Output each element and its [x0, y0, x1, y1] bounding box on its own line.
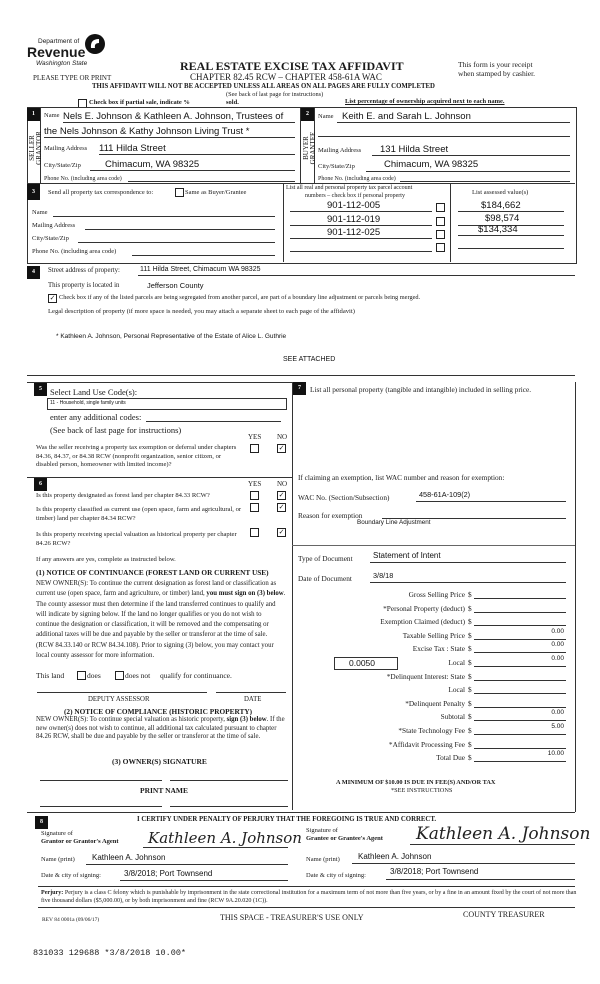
buyer-side-label: BUYER GRANTEE — [302, 131, 317, 165]
compliance-title: (2) NOTICE OF COMPLIANCE (HISTORIC PROPERTY) — [64, 707, 253, 716]
grantee-sig-label: Signature of — [306, 827, 338, 834]
fee-label: Excise Tax : State — [412, 644, 465, 654]
current-use-question: Is this property classified as current use (open space, farm and agricultural, or timber) land per chapter 84.34 RCW? — [36, 506, 242, 522]
grantee-agent-label: Grantee or Grantee's Agent — [306, 835, 383, 842]
partial-label: Check box if partial sale, indicate % — [89, 99, 190, 106]
personal-property-checkbox[interactable] — [436, 230, 445, 239]
claim-exemption-label: If claiming an exemption, list WAC number and reason for exemption: — [298, 473, 505, 482]
corr-mail-label: Mailing Address — [32, 222, 76, 229]
segregated-checkbox[interactable]: ✓ — [49, 294, 56, 302]
reason-label: Reason for exemption — [298, 511, 363, 520]
seller-name-1[interactable]: Nels E. Johnson & Kathleen A. Johnson, Trustees of — [63, 111, 284, 122]
buyer-mail-label: Mailing Address — [318, 147, 362, 154]
fee-value[interactable]: 0.00 — [551, 641, 564, 649]
logo-top: Department of — [38, 38, 80, 45]
fee-label: Local — [448, 658, 465, 667]
fee-label: Gross Selling Price — [408, 590, 465, 599]
current-use-yes-checkbox[interactable] — [250, 503, 259, 512]
grantor-name[interactable]: Kathleen A. Johnson — [92, 853, 166, 862]
seller-name-label: Name — [44, 112, 60, 119]
currency-symbol: $ — [468, 603, 472, 613]
assessed-value[interactable]: $134,334 — [478, 224, 518, 235]
same-as-buyer-label: Same as Buyer/Grantee — [185, 189, 247, 196]
corr-phone-label: Phone No. (including area code) — [32, 248, 117, 255]
continuance-title: (1) NOTICE OF CONTINUANCE (FOREST LAND OR CURRENT USE) — [36, 568, 269, 577]
seller-city-label: City/State/Zip — [44, 162, 81, 169]
certify-statement: I CERTIFY UNDER PENALTY OF PERJURY THAT THE FOREGOING IS TRUE AND CORRECT. — [137, 816, 437, 823]
fee-label: Total Due — [436, 753, 465, 763]
sold-label: sold. — [226, 99, 239, 106]
grantor-name-label: Name (print) — [41, 856, 75, 863]
parcel-number[interactable]: 901-112-005 — [327, 200, 381, 211]
fee-label: *Personal Property (deduct) — [383, 603, 465, 613]
doc-type[interactable]: Statement of Intent — [373, 551, 441, 560]
treasurer-space: THIS SPACE - TREASURER'S USE ONLY — [220, 913, 364, 922]
values-header: List assessed value(s) — [472, 189, 529, 196]
currency-symbol: $ — [468, 726, 472, 735]
please-type: PLEASE TYPE OR PRINT — [33, 74, 112, 82]
fee-value[interactable]: 0.00 — [551, 627, 564, 635]
revision-number: REV 84 0001a (09/06/17) — [42, 917, 100, 923]
fee-value[interactable]: 0.00 — [551, 709, 564, 717]
date-label: DATE — [244, 696, 262, 703]
no-header: NO — [277, 433, 288, 441]
currency-symbol: $ — [468, 630, 472, 640]
seller-name-2[interactable]: the Nels Johnson & Kathy Johnson Living Trust * — [44, 126, 250, 137]
currency-symbol: $ — [468, 712, 472, 722]
print-name-label: PRINT NAME — [140, 786, 188, 795]
exemption-no-checkbox[interactable]: ✓ — [278, 444, 285, 452]
buyer-mail[interactable]: 131 Hilda Street — [380, 144, 449, 155]
legal-note[interactable]: * Kathleen A. Johnson, Personal Representative of the Estate of Alice L. Guthrie — [56, 333, 287, 340]
currency-symbol: $ — [468, 644, 472, 654]
wac-label: WAC No. (Section/Subsection) — [298, 493, 390, 502]
doc-type-label: Type of Document — [298, 554, 353, 563]
does-label: does — [87, 671, 101, 680]
fee-label: *State Technology Fee — [398, 726, 465, 735]
buyer-name[interactable]: Keith E. and Sarah L. Johnson — [342, 111, 471, 122]
street-label: Street address of property: — [48, 267, 120, 274]
owner-signature-label: (3) OWNER(S) SIGNATURE — [112, 757, 207, 766]
fee-label: Taxable Selling Price — [402, 630, 465, 640]
section-5-number: 5 — [34, 383, 47, 396]
assessed-value[interactable]: $98,574 — [485, 213, 520, 224]
qualify-label: qualify for continuance. — [160, 671, 232, 680]
grantee-name-label: Name (print) — [306, 856, 340, 863]
fee-value[interactable]: 0.00 — [551, 655, 564, 662]
parcel-number[interactable]: 901-112-019 — [327, 214, 381, 225]
assessed-value[interactable]: $184,662 — [481, 200, 521, 211]
fee-label: Subtotal — [440, 712, 465, 722]
grantor-date[interactable]: 3/8/2018; Port Townsend — [124, 869, 213, 878]
currency-symbol: $ — [468, 658, 472, 667]
see-instructions: *SEE INSTRUCTIONS — [391, 787, 453, 794]
currency-symbol: $ — [468, 671, 472, 681]
logo-sub: Washington State — [36, 60, 88, 67]
fee-value[interactable]: 10.00 — [547, 750, 564, 758]
historic-yes-checkbox[interactable] — [250, 528, 259, 537]
grantee-name[interactable]: Kathleen A. Johnson — [358, 852, 432, 861]
fee-label: *Delinquent Interest: State — [386, 671, 465, 681]
fee-value[interactable]: 5.00 — [551, 723, 564, 730]
form-chapter: CHAPTER 82.45 RCW – CHAPTER 458-61A WAC — [190, 72, 382, 82]
grantor-date-label: Date & city of signing: — [41, 872, 101, 879]
additional-codes-label: enter any additional codes: — [50, 412, 142, 422]
personal-property-checkbox[interactable] — [436, 203, 445, 212]
section-8-number: 8 — [35, 816, 48, 829]
grantee-signature[interactable]: Kathleen A. Johnson — [416, 824, 591, 844]
historic-question: Is this property receiving special valuation as historical property per chapter 84.26 RCW? — [36, 531, 237, 547]
yes-header-6: YES — [248, 480, 262, 488]
currency-symbol: $ — [468, 698, 472, 708]
fee-label: Local — [448, 685, 465, 695]
seller-mail[interactable]: 111 Hilda Street — [99, 143, 166, 154]
logo-main: Revenue — [27, 44, 86, 60]
forest-no-checkbox[interactable]: ✓ — [278, 491, 285, 499]
parcels-header-2: numbers – check box if personal property — [305, 193, 405, 199]
grantor-sig-label: Signature of — [41, 830, 73, 837]
logo-mark-icon — [84, 33, 106, 55]
parcel-number[interactable]: 901-112-025 — [327, 227, 381, 238]
personal-property-checkbox[interactable] — [436, 243, 445, 252]
personal-property-label: List all personal property (tangible and intangible) included in selling price. — [310, 385, 532, 394]
buyer-phone-label: Phone No. (including area code) — [318, 176, 396, 182]
doc-date-label: Date of Document — [298, 574, 352, 583]
exemption-yes-checkbox[interactable] — [250, 444, 259, 453]
seller-phone-label: Phone No. (including area code) — [44, 176, 122, 182]
corr-label: Send all property tax correspondence to: — [48, 189, 154, 196]
receipt-note: This form is your receipt — [458, 60, 533, 69]
section-3-number: 3 — [27, 184, 40, 200]
exemption-question: Was the seller receiving a property tax exemption or deferral under chapters 84.36, 84.37, or 84.38 RCW (nonprofit organization, senior citizen, or disabled person, homeowner with limited income)? — [36, 444, 237, 469]
yes-header: YES — [248, 433, 262, 441]
compliance-text: NEW OWNER(S): To continue special valuation as historic property, sign (3) below. If the new owner(s) does not wish to continue, all additional tax calculated pursuant to chapter 84.26 RCW, shall be due and payable by the seller or transferor at the time of sale. — [36, 716, 285, 740]
see-attached: SEE ATTACHED — [283, 356, 336, 363]
no-header-6: NO — [277, 480, 288, 488]
minimum-note: A MINIMUM OF $10.00 IS DUE IN FEE(S) AND/OR TAX — [336, 779, 496, 786]
legal-label: Legal description of property (if more space is needed, you may attach a separate sheet to each page of the affidavit) — [48, 308, 355, 315]
land-see-back: (See back of last page for instructions) — [50, 425, 182, 435]
currency-symbol: $ — [468, 590, 472, 599]
segregated-label: Check box if any of the listed parcels are being segregated from another parcel, are part of a boundary line adjustment or parcels being merged. — [59, 294, 421, 301]
cashier-stamp: 831033 129688 *3/8/2018 10.00* — [33, 948, 187, 958]
land-use-code: 11 - Household, single family units — [50, 400, 126, 406]
does-not-checkbox[interactable] — [115, 671, 124, 680]
current-use-no-checkbox[interactable]: ✓ — [278, 503, 285, 511]
see-back: (See back of last page for instructions) — [226, 91, 324, 98]
currency-symbol: $ — [468, 739, 472, 749]
exemption-reason[interactable]: Boundary Line Adjustment — [357, 519, 431, 526]
personal-property-checkbox[interactable] — [436, 217, 445, 226]
list-pct: List percentage of ownership acquired next to each name. — [345, 98, 505, 105]
parcels-header-1: List all real and personal property tax parcel account — [286, 185, 413, 191]
located-label: This property is located in — [48, 282, 120, 289]
county-treasurer: COUNTY TREASURER — [463, 910, 545, 919]
land-use-code-field[interactable] — [47, 398, 287, 410]
seller-mail-label: Mailing Address — [44, 145, 88, 152]
land-use-label: Select Land Use Code(s): — [50, 387, 138, 397]
continuance-text: NEW OWNER(S): To continue the current designation as forest land or classification as current use (open space, farm and agriculture, or timber) land, you must sign on (3) below. The county assessor must then determine if the land transferred continues to qualify and will indicate by signing below. If the land no longer qualifies or you do not wish to continue the designation or classification, it will be removed and the compensating or additional taxes will be due and payable by the seller or transferor at the time of sale. (RCW 84.33.140 or RCW 84.34.108). Prior to signing (3) below, you may contact your local county assessor for more information. — [36, 580, 286, 660]
corr-city-label: City/State/Zip — [32, 235, 69, 242]
grantee-date[interactable]: 3/8/2018; Port Townsend — [390, 867, 479, 876]
seller-side-label: SELLER GRANTOR — [28, 131, 43, 165]
local-rate: 0.0050 — [349, 658, 375, 668]
buyer-city-label: City/State/Zip — [318, 163, 355, 170]
perjury-notice: Perjury: Perjury is a class C felony which is punishable by imprisonment in the state correctional institution for a maximum term of not more than five years, or by a fine in an amount fixed by the court of not more than five thousand dollars ($5,000.00), or by both imprisonment and fine (RCW 9A.20.020 (1C)). — [41, 890, 577, 905]
section-1-number: 1 — [27, 108, 40, 121]
historic-no-checkbox[interactable]: ✓ — [278, 528, 285, 536]
doc-date[interactable]: 3/8/18 — [373, 571, 394, 580]
forest-yes-checkbox[interactable] — [250, 491, 259, 500]
buyer-city[interactable]: Chimacum, WA 98325 — [384, 159, 479, 170]
fee-label: *Delinquent Penalty — [405, 698, 465, 708]
does-checkbox[interactable] — [77, 671, 86, 680]
form-title: REAL ESTATE EXCISE TAX AFFIDAVIT — [180, 59, 404, 73]
section-7-number: 7 — [293, 382, 306, 395]
currency-symbol: $ — [468, 617, 472, 627]
deputy-assessor-label: DEPUTY ASSESSOR — [88, 696, 150, 703]
does-not-label: does not — [125, 671, 151, 680]
grantee-date-label: Date & city of signing: — [306, 872, 366, 879]
forest-question: Is this property designated as forest land per chapter 84.33 RCW? — [36, 492, 210, 499]
section-6-number: 6 — [34, 478, 47, 491]
street-address[interactable]: 111 Hilda Street, Chimacum WA 98325 — [140, 266, 261, 273]
grantor-signature[interactable]: Kathleen A. Johnson — [148, 829, 302, 847]
fee-label: *Affidavit Processing Fee — [388, 739, 465, 749]
seller-city[interactable]: Chimacum, WA 98325 — [105, 159, 200, 170]
currency-symbol: $ — [468, 753, 472, 763]
county[interactable]: Jefferson County — [147, 281, 204, 290]
grantor-agent-label: Grantor or Grantor's Agent — [41, 838, 119, 845]
wac-number[interactable]: 458-61A-109(2) — [419, 490, 471, 499]
same-as-buyer-checkbox[interactable] — [175, 188, 184, 197]
corr-name-label: Name — [32, 209, 48, 216]
section-4-number: 4 — [27, 266, 40, 279]
this-land-label: This land — [36, 671, 65, 680]
fee-label: Exemption Claimed (deduct) — [380, 617, 465, 627]
if-yes-note: If any answers are yes, complete as instructed below. — [36, 556, 176, 563]
warning: THIS AFFIDAVIT WILL NOT BE ACCEPTED UNLESS ALL AREAS ON ALL PAGES ARE FULLY COMPLETED — [92, 83, 435, 90]
section-2-number: 2 — [301, 108, 314, 121]
buyer-name-label: Name — [318, 113, 334, 120]
receipt-note-2: when stamped by cashier. — [458, 69, 536, 78]
currency-symbol: $ — [468, 685, 472, 695]
